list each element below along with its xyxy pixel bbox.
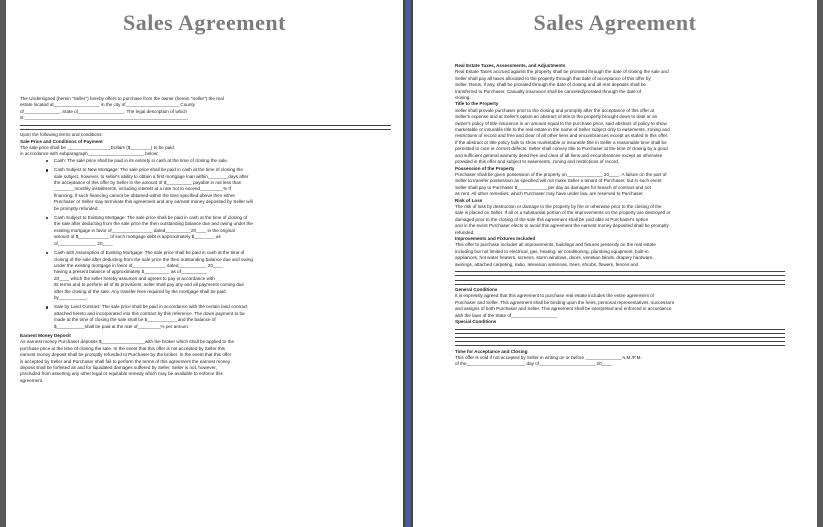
text-line: of_______________ 20____ bbox=[54, 240, 113, 246]
blank-line bbox=[20, 129, 391, 130]
text-line: estate located at__________________ in the city of_____________________ County bbox=[20, 102, 195, 108]
text-line: sale is placed on Seller. If all or a substantial portion of the improvements on the property are destroyed or bbox=[455, 210, 671, 216]
text-line: Seller's expense and at Seller's option an abstract of title to the property brought down to date or an bbox=[455, 114, 658, 120]
text-line: of______________, State of__________________. The legal description of which bbox=[20, 108, 187, 114]
payment-option-item bbox=[20, 250, 391, 301]
text-line: amount of $____________ of such mortgage debt is approximately $________ as bbox=[54, 234, 221, 240]
time-heading: Time for Acceptance and Closing bbox=[455, 348, 528, 354]
page-title: Sales Agreement bbox=[123, 10, 286, 35]
text-line: owner's policy of title insurance in an amount equal to the purchase price, said abstract of policy to show bbox=[455, 120, 667, 126]
page-title: Sales Agreement bbox=[533, 10, 697, 35]
page-divider-stripe bbox=[406, 0, 410, 527]
text-line: sale subject, however, to seller's ability to obtain a first mortgage loan within________days after bbox=[54, 173, 249, 179]
blank-lines bbox=[455, 271, 785, 285]
text-line: If the abstract or title policy fails to show marketable or insurable title in Seller a reasonable time shall be bbox=[455, 139, 667, 145]
general-heading: General Conditions bbox=[455, 286, 498, 292]
payment-option-item bbox=[20, 158, 391, 164]
blank-line bbox=[455, 329, 785, 330]
blank-lines bbox=[455, 329, 785, 347]
text-line: attached hereto and incorporated into this contract by this reference. The down payment to be bbox=[54, 310, 245, 316]
text-line: by___________. bbox=[54, 294, 89, 300]
section-heading: Improvements and Fixtures Included bbox=[455, 235, 536, 241]
payment-option-item bbox=[20, 167, 391, 212]
text-line: The Undersigned (herein "Seller") hereby offers to purchase from the owner (herein "Seller") the real bbox=[20, 96, 224, 101]
payment-option-item bbox=[20, 304, 391, 330]
text-line: in accordance with subparagraph______________________ below: bbox=[20, 151, 159, 157]
blank-line bbox=[455, 284, 785, 285]
time-paragraph bbox=[455, 355, 785, 368]
text-line: is:________________________________________________________________ bbox=[20, 115, 189, 121]
text-line: Cash Subject to Existing Mortgage: The sale price shall be paid in cash at the time of closing of bbox=[54, 215, 248, 221]
blank-line bbox=[455, 337, 785, 338]
text-line: It is expressly agreed that this agreement to purchase real estate includes the entire agreement of bbox=[455, 293, 654, 299]
section-heading: Real Estate Taxes, Assessments, and Adjustments bbox=[455, 63, 566, 68]
blank-line bbox=[455, 280, 785, 281]
text-line: deposit shall be forfeited as and for liquidated damages suffered by Seller. Seller is not, however, bbox=[20, 365, 217, 370]
text-line: be promptly refunded. bbox=[54, 205, 99, 211]
text-line: earnest money deposit shall be promptly refunded to Purchaser by the broker. In the event that this offer bbox=[20, 352, 232, 358]
text-line: is accepted by Seller and Purchaser shall fail to perform the terms of this agreement the earnest money bbox=[20, 358, 231, 364]
text-line: and in the event Purchaser elects to avoid this agreement the earnest money deposited shall be promptly bbox=[455, 223, 669, 229]
text-line: with the laws of the State of__________________ bbox=[455, 312, 558, 318]
blank-line bbox=[455, 275, 785, 276]
blank-line bbox=[455, 341, 785, 342]
text-line: Cash Subject to New Mortgage: The sale price shall be paid in cash at the time of closing the bbox=[54, 167, 243, 173]
text-line: under the existing mortgage in favor of_____________ dated___________ 20____ bbox=[54, 262, 224, 268]
text-line: agreement. bbox=[20, 377, 44, 383]
text-line: and sufficient general warranty deed free and clear of all liens and encumbrances except as otherwise bbox=[455, 152, 663, 158]
price-heading: Sale Price and Conditions of Payment bbox=[20, 138, 103, 144]
text-line: precluded from asserting any other legal or equitable remedy which may be available to enforce this bbox=[20, 371, 223, 377]
intro-paragraph bbox=[20, 96, 391, 130]
text-line: closing. bbox=[455, 95, 471, 101]
text-line: permitted to cure or correct defects. Seller shall convey title to Purchaser at the time of closing by a good bbox=[455, 146, 668, 152]
text-line: Purchaser shall be given possession of the property on______________ 20____. A failure on the part of bbox=[455, 171, 667, 177]
text-line: purchase price at the time of closing the sale. In the event that this offer is not accepted by Seller this bbox=[20, 345, 225, 351]
text-line: appliances, hot water heaters, screens, storm windows, doors, venetian blinds, drapery hardware, bbox=[455, 255, 654, 261]
text-line: financing, if such financing cannot be obtained within the time specified above then either bbox=[54, 192, 236, 198]
text-line: marketable or insurable title to the real estate in the name of Seller subject only to easements, zoning and bbox=[455, 127, 670, 133]
text-line: as rent. All other remedies, which Purchaser may have under law, are reserved to Purchaser. bbox=[455, 191, 644, 197]
text-line: made at the time of closing the sale shall be $____________and the balance of bbox=[54, 317, 216, 323]
text-line: Sale by Land Contract: The sale price shall be paid in accordance with the certain land contract bbox=[54, 304, 248, 310]
earnest-heading: Earnest Money Deposit bbox=[20, 332, 71, 338]
right-body bbox=[455, 63, 785, 368]
text-line: of the_______________________ day of______________________ 20____. bbox=[455, 361, 614, 367]
text-line: provided in this offer and subject to easements, zoning and restrictions of record. bbox=[455, 159, 620, 165]
text-line: and assigns of both Purchaser and Seller. This agreement shall be interpreted and enforced in accordance bbox=[455, 306, 672, 312]
text-line: its terms and to perform all of its provisions; seller shall pay any and all payments coming due bbox=[54, 282, 244, 288]
text-line: including but not limited to electrical, gas, heating, air conditioning, plumbing equipment, built-in bbox=[455, 248, 649, 254]
text-line: after the closing of the sale. Any transfer fees required by the mortgage shall be paid bbox=[54, 288, 226, 294]
text-line: closing of the sale after deducting from the sale price the then outstanding balance due and owing bbox=[54, 256, 253, 262]
general-paragraph bbox=[455, 293, 785, 319]
text-line: The risk of loss by destruction or damage to the property by fire or otherwise prior to the closing of the bbox=[455, 203, 662, 209]
text-line: This offer is void if not accepted by Seller in writing on or before ______________ A.M./P.M. bbox=[455, 354, 642, 360]
blank-line bbox=[455, 333, 785, 334]
text-line: damaged prior to the closing of the sale this agreement shall be void able at Purchaser's option bbox=[455, 216, 649, 222]
text-line: the acceptance of this offer by Seller in the amount of $__________ payable in not less than bbox=[54, 180, 242, 186]
text-line: This offer to purchase includes all improvements, buildings and fixtures presently on the real estate bbox=[455, 242, 656, 248]
terms-intro: Upon the following terms and conditions: bbox=[20, 132, 103, 138]
text-line: Seller shall pay to Purchaser $____________per day as damages for breach of contract and not bbox=[455, 184, 651, 190]
text-line: Purchaser and Seller. This agreement shall be binding upon the heirs, personal representatives, successors bbox=[455, 299, 675, 305]
section-heading: Risk of Loss bbox=[455, 197, 483, 203]
text-line: restrictions of record and free and clear of all other liens and encumbrances except as stated in this offer. bbox=[455, 133, 669, 139]
text-line: Seller to transfer possession as specified will not make Seller a tenant of Purchaser, but in such event bbox=[455, 178, 662, 184]
text-line: $___________shall be paid at the rate of_________% per annum. bbox=[54, 323, 190, 329]
sections bbox=[455, 63, 785, 268]
payment-option-item bbox=[20, 215, 391, 247]
text-line: the sale after deducting from the sale price the then outstanding balance due and owing under the bbox=[54, 221, 253, 227]
earnest-paragraph bbox=[20, 339, 391, 384]
text-line: transferred to Purchaser. Casualty insurance shall be canceled/prorated through the date of bbox=[455, 88, 641, 94]
special-heading: Special Conditions bbox=[455, 318, 497, 324]
text-line: Seller shall pay all taxes allocated to the property through that date of acceptance of this offer by bbox=[455, 75, 651, 81]
section-heading: Title to the Property bbox=[455, 101, 499, 107]
payment-options-list bbox=[20, 158, 391, 333]
text-line: ________monthly installments, including interest at a rate not to exceed_________% If bbox=[54, 186, 231, 192]
text-line: awnings, attached carpeting, radio, television antennas, trees, shrubs, flowers, fences and bbox=[455, 261, 639, 267]
text-line: Cash with Assumption of Existing Mortgage: The sale price shall be paid in cash at the time of bbox=[54, 250, 245, 256]
left-body bbox=[20, 96, 391, 384]
blank-line bbox=[20, 125, 391, 126]
text-line: Seller shall provide purchaser prior to the closing and promptly after the acceptance of this offer at bbox=[455, 107, 655, 113]
text-line: Seller. Rents, if any, shall be prorated through the date of closing and all rent deposits shall be bbox=[455, 82, 646, 88]
price-paragraph bbox=[20, 145, 391, 158]
section-heading: Possession of the Property bbox=[455, 165, 515, 171]
text-line: existing mortgage in favor of________________ dated__________20____ in the original bbox=[54, 227, 235, 233]
page-left bbox=[6, 0, 403, 527]
text-line: The sale price shall be _________________Dollars ($________) to be paid bbox=[20, 145, 174, 150]
page-right bbox=[413, 0, 817, 527]
text-line: Real Estate Taxes accrued against the property shall be prorated through the date of closing the sale and bbox=[455, 69, 669, 75]
text-line: As earnest money Purchaser deposits $_________________with the broker which shall be applied to the bbox=[20, 339, 235, 345]
text-line: refunded. bbox=[455, 229, 475, 235]
text-line: having a present balance of approximately $__________ as of__________ bbox=[54, 269, 207, 275]
text-line: Cash: The sale price shall be paid in its entirety in cash at the time of closing the sale. bbox=[54, 157, 229, 163]
blank-line bbox=[455, 345, 785, 346]
blank-line bbox=[455, 271, 785, 272]
text-line: Purchaser or Seller may terminate this agreement and any earnest money deposited by Seller will bbox=[54, 199, 253, 205]
text-line: 20____ which the seller hereby assumes and agrees to pay in accordance with bbox=[54, 275, 215, 281]
